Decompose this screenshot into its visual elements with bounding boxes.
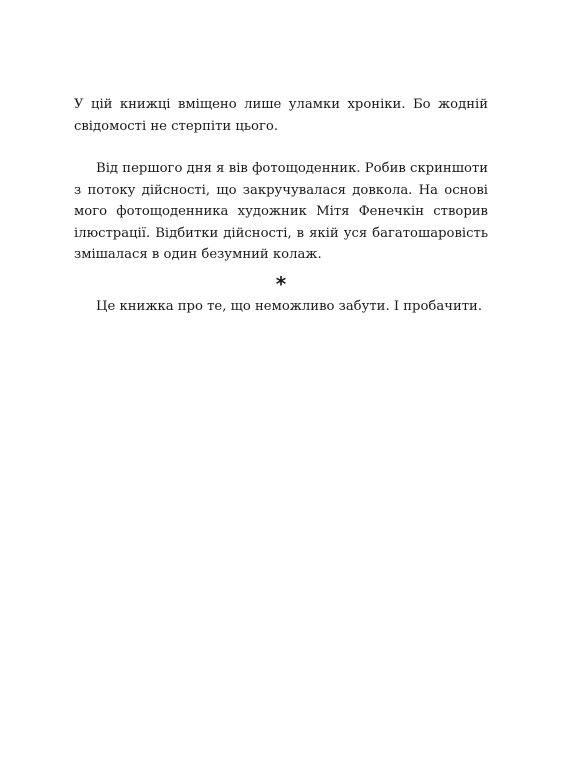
paragraph-intro: У цій книжці вміщено лише уламки хроніки. Бо жодній свідомості не стерпіти цього. [74,97,488,134]
paragraph-closing: Це книжка про те, що неможливо забути. І пробачити. [96,298,483,314]
document-page [74,94,488,317]
section-separator: * [275,271,287,296]
paragraph-photo-diary: Від першого дня я вів фотощоденник. Робив скриншоти з потоку дійсності, що закручувалася довкола. На основі мого фотощоденника художник Мітя Фенечкін створив ілюстрації. Відбитки дійсності, в якій уся багатошаровість змішалася в один безумний колаж. [74,161,488,262]
